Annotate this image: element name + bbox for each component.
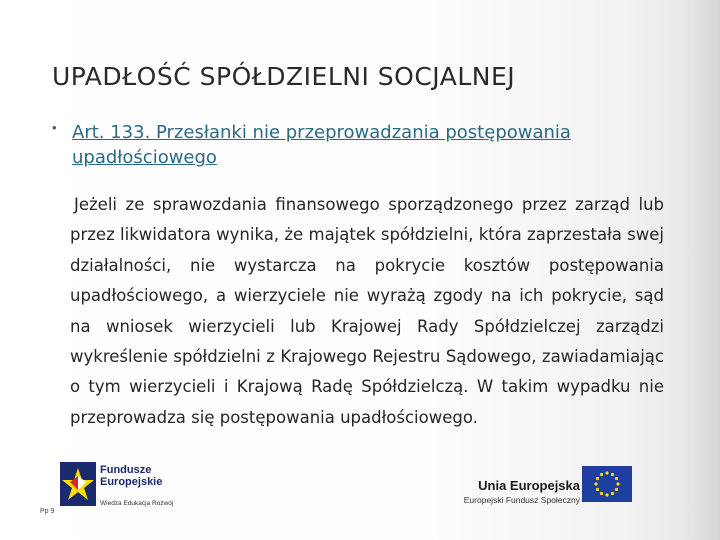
slide-title: UPADŁOŚĆ SPÓŁDZIELNI SOCJALNEJ bbox=[52, 62, 516, 91]
eu-label bbox=[440, 478, 580, 505]
funds-emblem-icon bbox=[60, 462, 96, 506]
eu-subtitle: Europejski Fundusz Społeczny bbox=[463, 495, 580, 505]
slide-number: Pp 9 bbox=[40, 508, 55, 515]
funds-program-text: Wiedza Edukacja Rozwój bbox=[100, 500, 174, 507]
eu-title: Unia Europejska bbox=[478, 478, 580, 493]
funds-logo bbox=[60, 460, 195, 510]
eu-flag-icon bbox=[582, 466, 632, 502]
bullet-item bbox=[52, 120, 682, 170]
article-paragraph: Jeżeli ze sprawozdania finansowego sporządzonego przez zarząd lub przez likwidatora wynika, że majątek spółdzielni, która zaprzestała swej działalności, nie wystarcza na pokrycie kosztów postępowania upadłościowego, a wierzyciele nie wyrażą zgody na ich pokrycie, sąd na wniosek wierzycieli lub Krajowej Rady Spółdzielczej zarządzi wykreślenie spółdzielni z Krajowego Rejestru Sądowego, zawiadamiając o tym wierzycieli i Krajową Radę Spółdzielczą. W takim wypadku nie przeprowadza się postępowania upadłościowego. bbox=[70, 195, 664, 427]
slide-edge-shadow bbox=[680, 0, 720, 540]
bullet-dot-icon: • bbox=[52, 120, 57, 135]
funds-logo-text: Fundusze Europejskie bbox=[100, 464, 163, 488]
article-heading-link[interactable]: Art. 133. Przesłanki nie przeprowadzania postępowania upadłościowego bbox=[72, 122, 571, 168]
